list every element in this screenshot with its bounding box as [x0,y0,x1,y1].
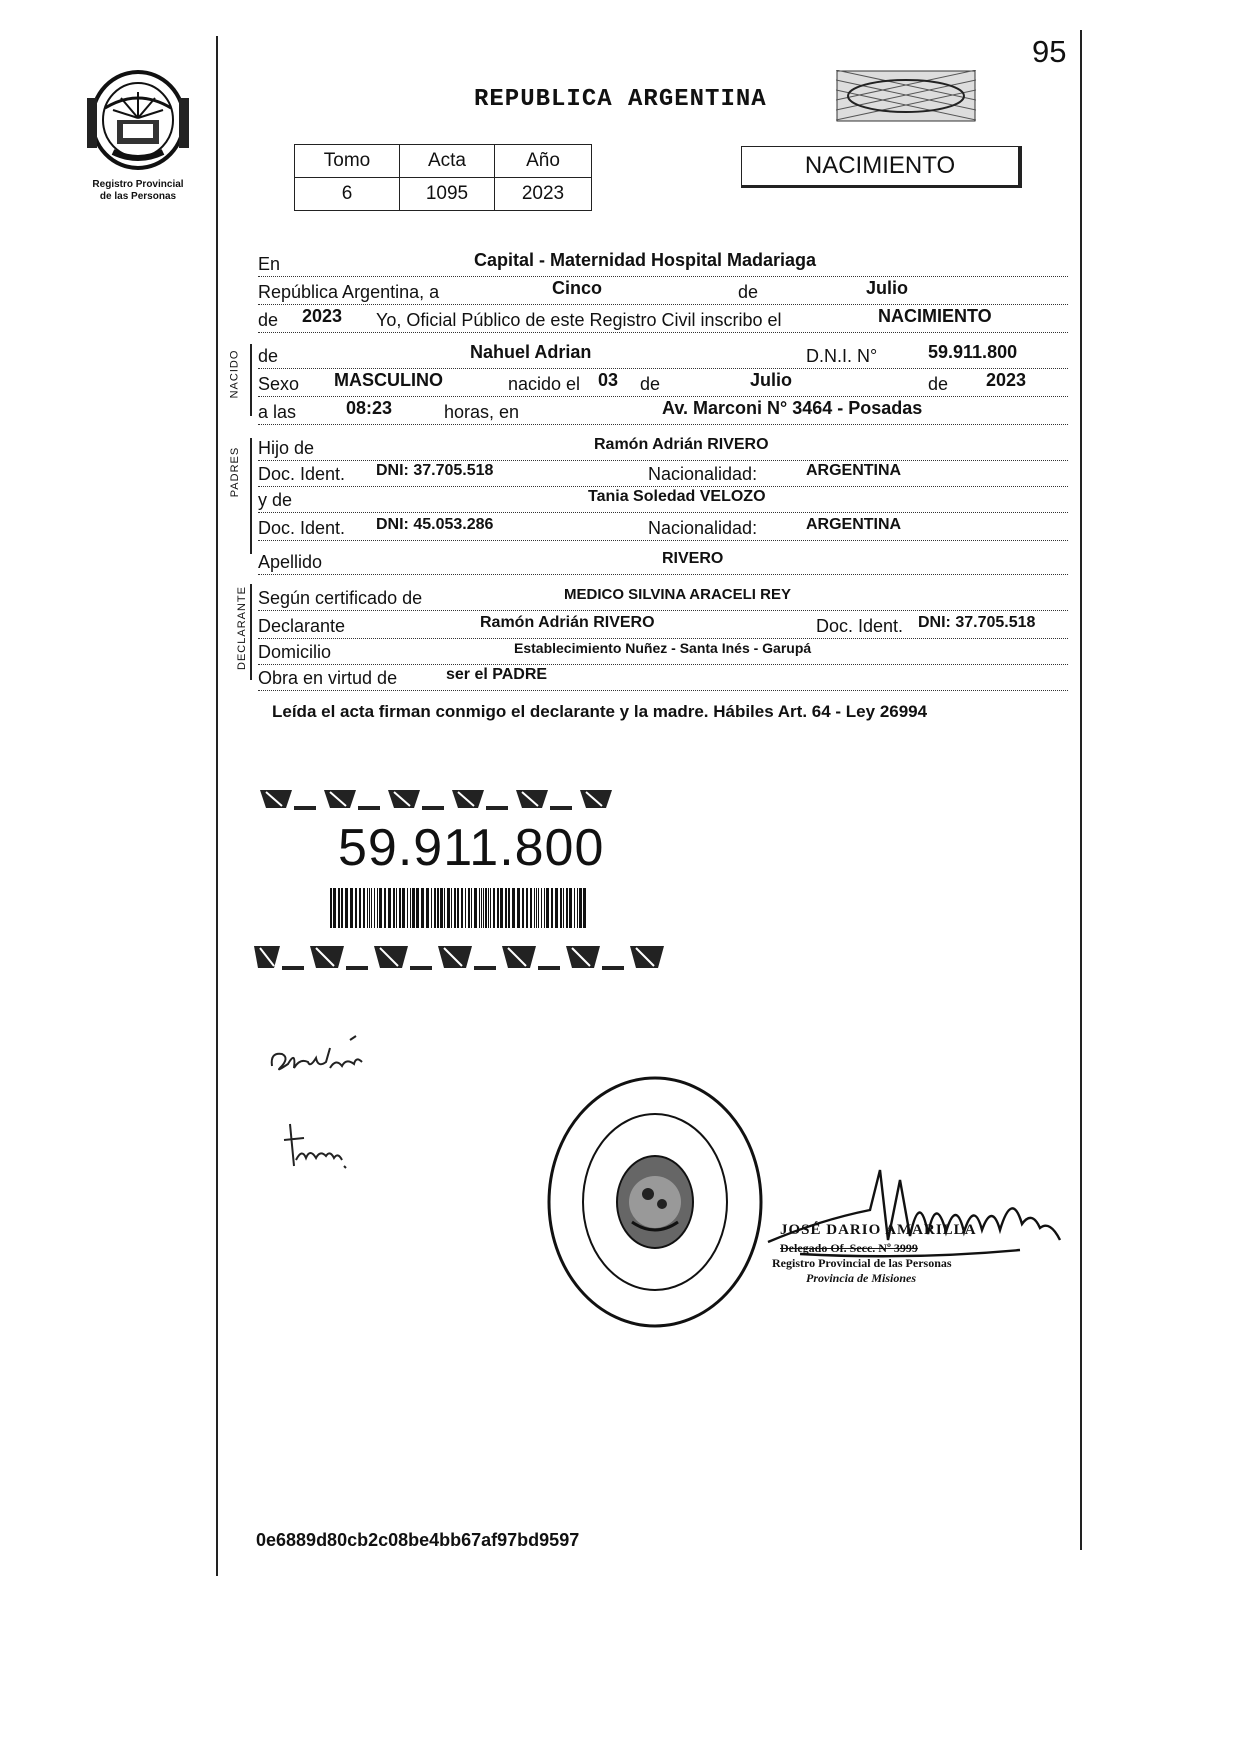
father-name-value: Ramón Adrián RIVERO [594,436,769,453]
barcode-bar [431,888,432,928]
barcode-bar [410,888,411,928]
de-label: de [738,282,759,302]
fiscal-stamp-icon [836,70,976,122]
row-time [258,398,1068,425]
doc-ident-label-2: Doc. Ident. [258,518,346,538]
barcode-bar [465,888,466,928]
barcode-bar [330,888,332,928]
doc-ident-label-3: Doc. Ident. [816,616,904,636]
document-title: REPUBLICA ARGENTINA [474,86,767,113]
surname-value: RIVERO [662,550,724,567]
official-stamp [544,1072,766,1332]
barcode-bar [574,888,575,928]
barcode-bar [457,888,459,928]
signature-adrian [266,1028,376,1080]
de-label-2: de [258,310,279,330]
mother-nationality-value: ARGENTINA [806,516,902,533]
value-ano: 2023 [495,178,592,211]
barcode-bar [534,888,535,928]
security-pattern-top-icon [252,784,692,814]
padres-section-label: PADRES [229,446,242,498]
declarant-name-value: Ramón Adrián RIVERO [480,614,655,631]
a-las-label: a las [258,402,297,422]
barcode-bar [363,888,365,928]
header-acta: Acta [400,145,495,178]
y-de-label: y de [258,490,293,510]
barcode-bar [579,888,582,928]
birth-time-value: 08:23 [346,398,393,418]
barcode-bar [512,888,515,928]
row-declarant [258,612,1068,639]
row-father-doc [258,460,1068,487]
signer-block [772,1222,977,1286]
nacido-el-label: nacido el [508,374,581,394]
doc-ident-label: Doc. Ident. [258,464,346,484]
de-label-3: de [258,346,279,366]
barcode-bar [490,888,491,928]
row-date [258,278,1068,305]
barcode-bar [505,888,507,928]
barcode-bar [350,888,353,928]
barcode-bar [379,888,382,928]
barcode-bar [437,888,439,928]
barcode-bar [530,888,532,928]
barcode-bar [338,888,340,928]
barcode-bar [396,888,397,928]
barcode-bar [497,888,499,928]
barcode-bar [451,888,452,928]
birth-month-value: Julio [750,370,793,390]
barcode-bar [359,888,361,928]
obra-reason-value: ser el PADRE [446,666,548,683]
left-margin-line [216,36,218,1576]
nacionalidad-label-2: Nacionalidad: [648,518,758,538]
barcode-bar [355,888,357,928]
domicilio-label: Domicilio [258,642,332,662]
certificado-label: Según certificado de [258,588,423,608]
barcode-bar [485,888,487,928]
barcode-bar [399,888,401,928]
record-kind-value: NACIMIENTO [878,306,992,326]
row-mother-doc [258,514,1068,541]
barcode-bar [434,888,436,928]
barcode-bar [388,888,391,928]
declarant-doc-value: DNI: 37.705.518 [918,614,1036,631]
header-tomo: Tomo [295,145,400,178]
barcode-bar [345,888,348,928]
sexo-label: Sexo [258,374,300,394]
barcode-bar [483,888,484,928]
signer-name: JOSÉ DARIO AMARILLA [780,1222,977,1238]
signer-province: Provincia de Misiones [806,1271,916,1285]
barcode-bar [444,888,445,928]
barcode-bar [517,888,520,928]
year-value: 2023 [302,306,343,326]
birth-place-value: Av. Marconi N° 3464 - Posadas [662,398,923,418]
row-certificate [258,584,1068,611]
barcode-bar [569,888,572,928]
barcode-bar [367,888,368,928]
barcode-bar [541,888,542,928]
record-type-box: NACIMIENTO [741,146,1022,188]
nacido-section-label: NACIDO [228,349,241,399]
barcode-bar [560,888,562,928]
barcode-bar [500,888,503,928]
declarante-section-label: DECLARANTE [235,586,248,670]
barcode-bar [544,888,545,928]
barcode-bar [577,888,578,928]
barcode-bar [538,888,539,928]
barcode-bar [374,888,375,928]
birth-year-value: 2023 [986,370,1027,390]
barcode-bar [522,888,524,928]
en-label: En [258,254,281,274]
row-address [258,638,1068,665]
apellido-label: Apellido [258,552,323,572]
barcode-bar [440,888,443,928]
barcode-bar [377,888,378,928]
registry-logo [58,68,218,203]
barcode-bar [546,888,549,928]
logo-caption-line1: Registro Provincial [92,179,184,190]
place-value: Capital - Maternidad Hospital Madariaga [474,250,817,270]
page-number: 95 [1032,34,1067,69]
signature-tania [282,1120,362,1180]
misiones-seal-icon [83,68,193,172]
document-hash: 0e6889d80cb2c08be4bb67af97bd9597 [256,1530,580,1550]
barcode-bar [393,888,395,928]
nacionalidad-label: Nacionalidad: [648,464,758,484]
padres-bracket [250,438,252,554]
value-acta: 1095 [400,178,495,211]
sex-value: MASCULINO [334,370,443,390]
dni-label: D.N.I. N° [806,346,878,366]
signer-role: Delegado Of. Secc. Nº 3999 [780,1241,918,1255]
birth-day-value: 03 [598,370,619,390]
barcode-bar [454,888,456,928]
row-official [258,306,1068,333]
barcode-bar [508,888,510,928]
barcode-bar [369,888,370,928]
father-doc-value: DNI: 37.705.518 [376,462,494,479]
barcode-bar [468,888,470,928]
barcode-bar [551,888,553,928]
header-ano: Año [495,145,592,178]
hijo-de-label: Hijo de [258,438,315,458]
id-number: 59.911.800 [338,819,605,877]
barcode-bar [447,888,450,928]
row-surname [258,548,1068,575]
barcode-bar [563,888,564,928]
declarante-label: Declarante [258,616,346,636]
barcode-bar [384,888,386,928]
barcode-bar [421,888,424,928]
certificate-value: MEDICO SILVINA ARACELI REY [564,586,791,603]
value-tomo: 6 [295,178,400,211]
child-dni-value: 59.911.800 [928,342,1018,362]
barcode-icon [330,888,592,928]
barcode-bar [402,888,405,928]
de-label-5: de [928,374,949,394]
republic-label: República Argentina, a [258,282,440,302]
mother-doc-value: DNI: 45.053.286 [376,516,494,533]
row-sex [258,370,1068,397]
barcode-bar [555,888,558,928]
barcode-bar [341,888,343,928]
row-obra [258,664,1068,691]
barcode-bar [474,888,477,928]
barcode-bar [536,888,537,928]
barcode-bar [481,888,482,928]
barcode-bar [526,888,528,928]
de-label-4: de [640,374,661,394]
barcode-bar [566,888,568,928]
official-text: Yo, Oficial Público de este Registro Civil inscribo el [376,310,782,330]
barcode-bar [461,888,463,928]
father-nationality-value: ARGENTINA [806,462,902,479]
barcode-bar [371,888,372,928]
logo-caption-line2: de las Personas [99,191,177,202]
mother-name-value: Tania Soledad VELOZO [588,488,766,505]
barcode-bar [488,888,489,928]
row-place [258,250,1068,277]
barcode-bar [426,888,429,928]
obra-label: Obra en virtud de [258,668,398,688]
child-name-value: Nahuel Adrian [470,342,592,362]
day-word-value: Cinco [552,278,603,298]
barcode-bar [493,888,495,928]
security-pattern-bottom-icon [252,940,702,974]
signer-org: Registro Provincial de las Personas [772,1256,952,1270]
nacido-bracket [250,344,252,416]
row-father [258,434,1068,461]
row-child-name [258,342,1068,369]
horas-en-label: horas, en [444,402,520,422]
barcode-bar [471,888,472,928]
barcode-bar [333,888,336,928]
closing-statement: Leída el acta firman conmigo el declarante y la madre. Hábiles Art. 64 - Ley 26994 [272,702,928,721]
barcode-bar [583,888,586,928]
barcode-bar [416,888,419,928]
row-mother [258,486,1068,513]
barcode-bar [412,888,415,928]
address-value: Establecimiento Nuñez - Santa Inés - Garupá [514,640,812,656]
barcode-bar [479,888,480,928]
right-margin-line [1080,30,1082,1550]
barcode-bar [407,888,408,928]
register-table [294,144,592,211]
month-word-value: Julio [866,278,909,298]
